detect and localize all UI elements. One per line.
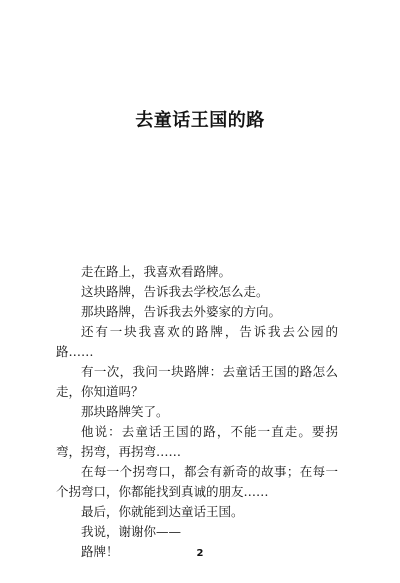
paragraph-8: 在每一个拐弯口，都会有新奇的故事；在每一个拐弯口，你都能找到真诚的朋友…… — [56, 464, 338, 499]
body-text — [56, 262, 338, 562]
paragraph-5: 有一次，我问一块路牌：去童话王国的路怎么走，你知道吗？ — [56, 364, 338, 399]
paragraph-2: 这块路牌，告诉我去学校怎么走。 — [81, 284, 269, 299]
page-number: 2 — [196, 548, 204, 559]
paragraph-7: 他说：去童话王国的路，不能一直走。要拐弯，拐弯，再拐弯…… — [56, 424, 338, 459]
paragraph-6: 那块路牌笑了。 — [81, 404, 169, 419]
paragraph-1: 走在路上，我喜欢看路牌。 — [81, 264, 232, 279]
paragraph-3: 那块路牌，告诉我去外婆家的方向。 — [81, 304, 282, 319]
paragraph-9: 最后，你就能到达童话王国。 — [81, 504, 244, 519]
page-title: 去童话王国的路 — [135, 110, 265, 131]
paragraph-11: 路牌！ — [81, 544, 119, 559]
paragraph-10: 我说，谢谢你—— — [81, 524, 182, 539]
paragraph-4: 还有一块我喜欢的路牌，告诉我去公园的路…… — [56, 324, 338, 359]
